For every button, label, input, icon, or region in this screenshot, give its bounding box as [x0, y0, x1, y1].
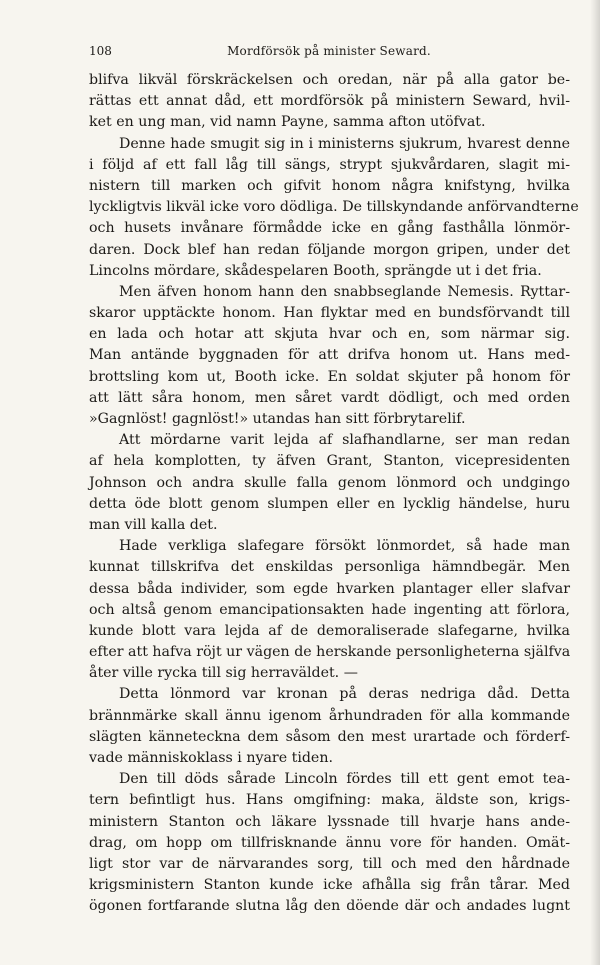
text-line: en lada och hotar att skjuta hvar och en, som närmar sig.	[89, 326, 570, 343]
text-line: af hela komplotten, ty äfven Grant, Stanton, vicepresidenten	[89, 453, 570, 470]
text-line: att lätt såra honom, men såret vardt dödligt, och med orden	[89, 389, 570, 406]
text-line: rättas ett annat dåd, ett mordförsök på ministern Seward, hvil-	[89, 93, 570, 110]
text-line: ket en ung man, vid namn Payne, samma afton utöfvat.	[89, 114, 486, 131]
page-edge-shadow	[590, 0, 600, 965]
text-line: efter att hafva röjt ur vägen de herskande personligheterna själfva	[89, 644, 571, 661]
text-line: skaror upptäckte honom. Han flyktar med en bundsförvandt till	[89, 305, 570, 322]
text-line: nistern till marken och gifvit honom några knifstyng, hvilka	[89, 177, 570, 194]
text-line: ögonen fortfarande slutna låg den döende där och andades lugnt	[89, 898, 570, 915]
text-line: och altså genom emancipationsakten hade ingenting att förlora,	[89, 601, 570, 618]
text-line: slägten känneteckna dem såsom den mest urartade och förderf-	[89, 728, 570, 745]
text-line: kunde blott vara lejda af de demoraliserade slafegarne, hvilka	[89, 622, 570, 639]
page-header	[89, 44, 569, 62]
text-line: detta öde blott genom slumpen eller en lycklig händelse, huru	[89, 495, 570, 512]
running-title: Mordförsök på minister Seward.	[227, 44, 431, 58]
text-line: ministern Stanton och läkare lyssnade till hvarje hans ande-	[89, 813, 570, 830]
text-line: brännmärke skall ännu igenom århundraden för alla kommande	[89, 707, 570, 724]
text-line: Man antände byggnaden för att drifva honom ut. Hans med-	[89, 347, 570, 364]
body-text	[89, 70, 579, 918]
text-line: Detta lönmord var kronan på deras nedriga dåd. Detta	[119, 686, 570, 703]
page-number: 108	[89, 44, 112, 58]
text-line: och husets invånare förmådde icke en gång fasthålla lönmör-	[89, 220, 570, 237]
text-line: Men äfven honom hann den snabbseglande Nemesis. Ryttar-	[119, 283, 570, 300]
text-line: Den till döds sårade Lincoln fördes till ett gent emot tea-	[119, 771, 570, 788]
text-line: Lincolns mördare, skådespelaren Booth, sprängde ut i det fria.	[89, 262, 542, 279]
text-line: vade människoklass i nyare tiden.	[89, 750, 333, 766]
text-line: Att mördarne varit lejda af slafhandlarne, ser man redan	[119, 432, 570, 449]
text-line: Hade verkliga slafegare försökt lönmordet, så hade man	[119, 538, 570, 555]
text-line: blifva likväl förskräckelsen och oredan, när på alla gator be-	[89, 72, 570, 88]
text-line: åter ville rycka till sig herraväldet. —	[89, 665, 358, 682]
text-line: Johnson och andra skulle falla genom lönmord och undgingo	[89, 474, 570, 491]
text-line: brottsling kom ut, Booth icke. En soldat skjuter på honom för	[89, 368, 570, 385]
text-line: »Gagnlöst! gagnlöst!» utandas han sitt förbrytarelif.	[89, 411, 466, 427]
text-line: kunnat tillskrifva det enskildas personliga hämndbegär. Men	[89, 559, 570, 576]
text-line: krigsministern Stanton kunde icke afhålla sig från tårar. Med	[89, 877, 570, 894]
text-line: Denne hade smugit sig in i ministerns sjukrum, hvarest denne	[119, 135, 570, 152]
text-line: i följd af ett fall låg till sängs, strypt sjukvårdaren, slagit mi-	[89, 156, 570, 173]
text-line: lyckligtvis likväl icke voro dödliga. De tillskyndande anförvandterne	[89, 199, 579, 216]
text-line: tern befintligt hus. Hans omgifning: maka, äldste son, krigs-	[89, 792, 570, 809]
text-line: daren. Dock blef han redan följande morgon gripen, under det	[89, 241, 570, 258]
text-line: man vill kalla det.	[89, 516, 218, 533]
text-line: dessa båda individer, som egde hvarken plantager eller slafvar	[89, 580, 570, 597]
text-line: drag, om hopp om tillfrisknande ännu vore för handen. Omät-	[89, 834, 570, 851]
text-line: ligt stor var de närvarandes sorg, till och med den hårdnade	[89, 855, 570, 872]
